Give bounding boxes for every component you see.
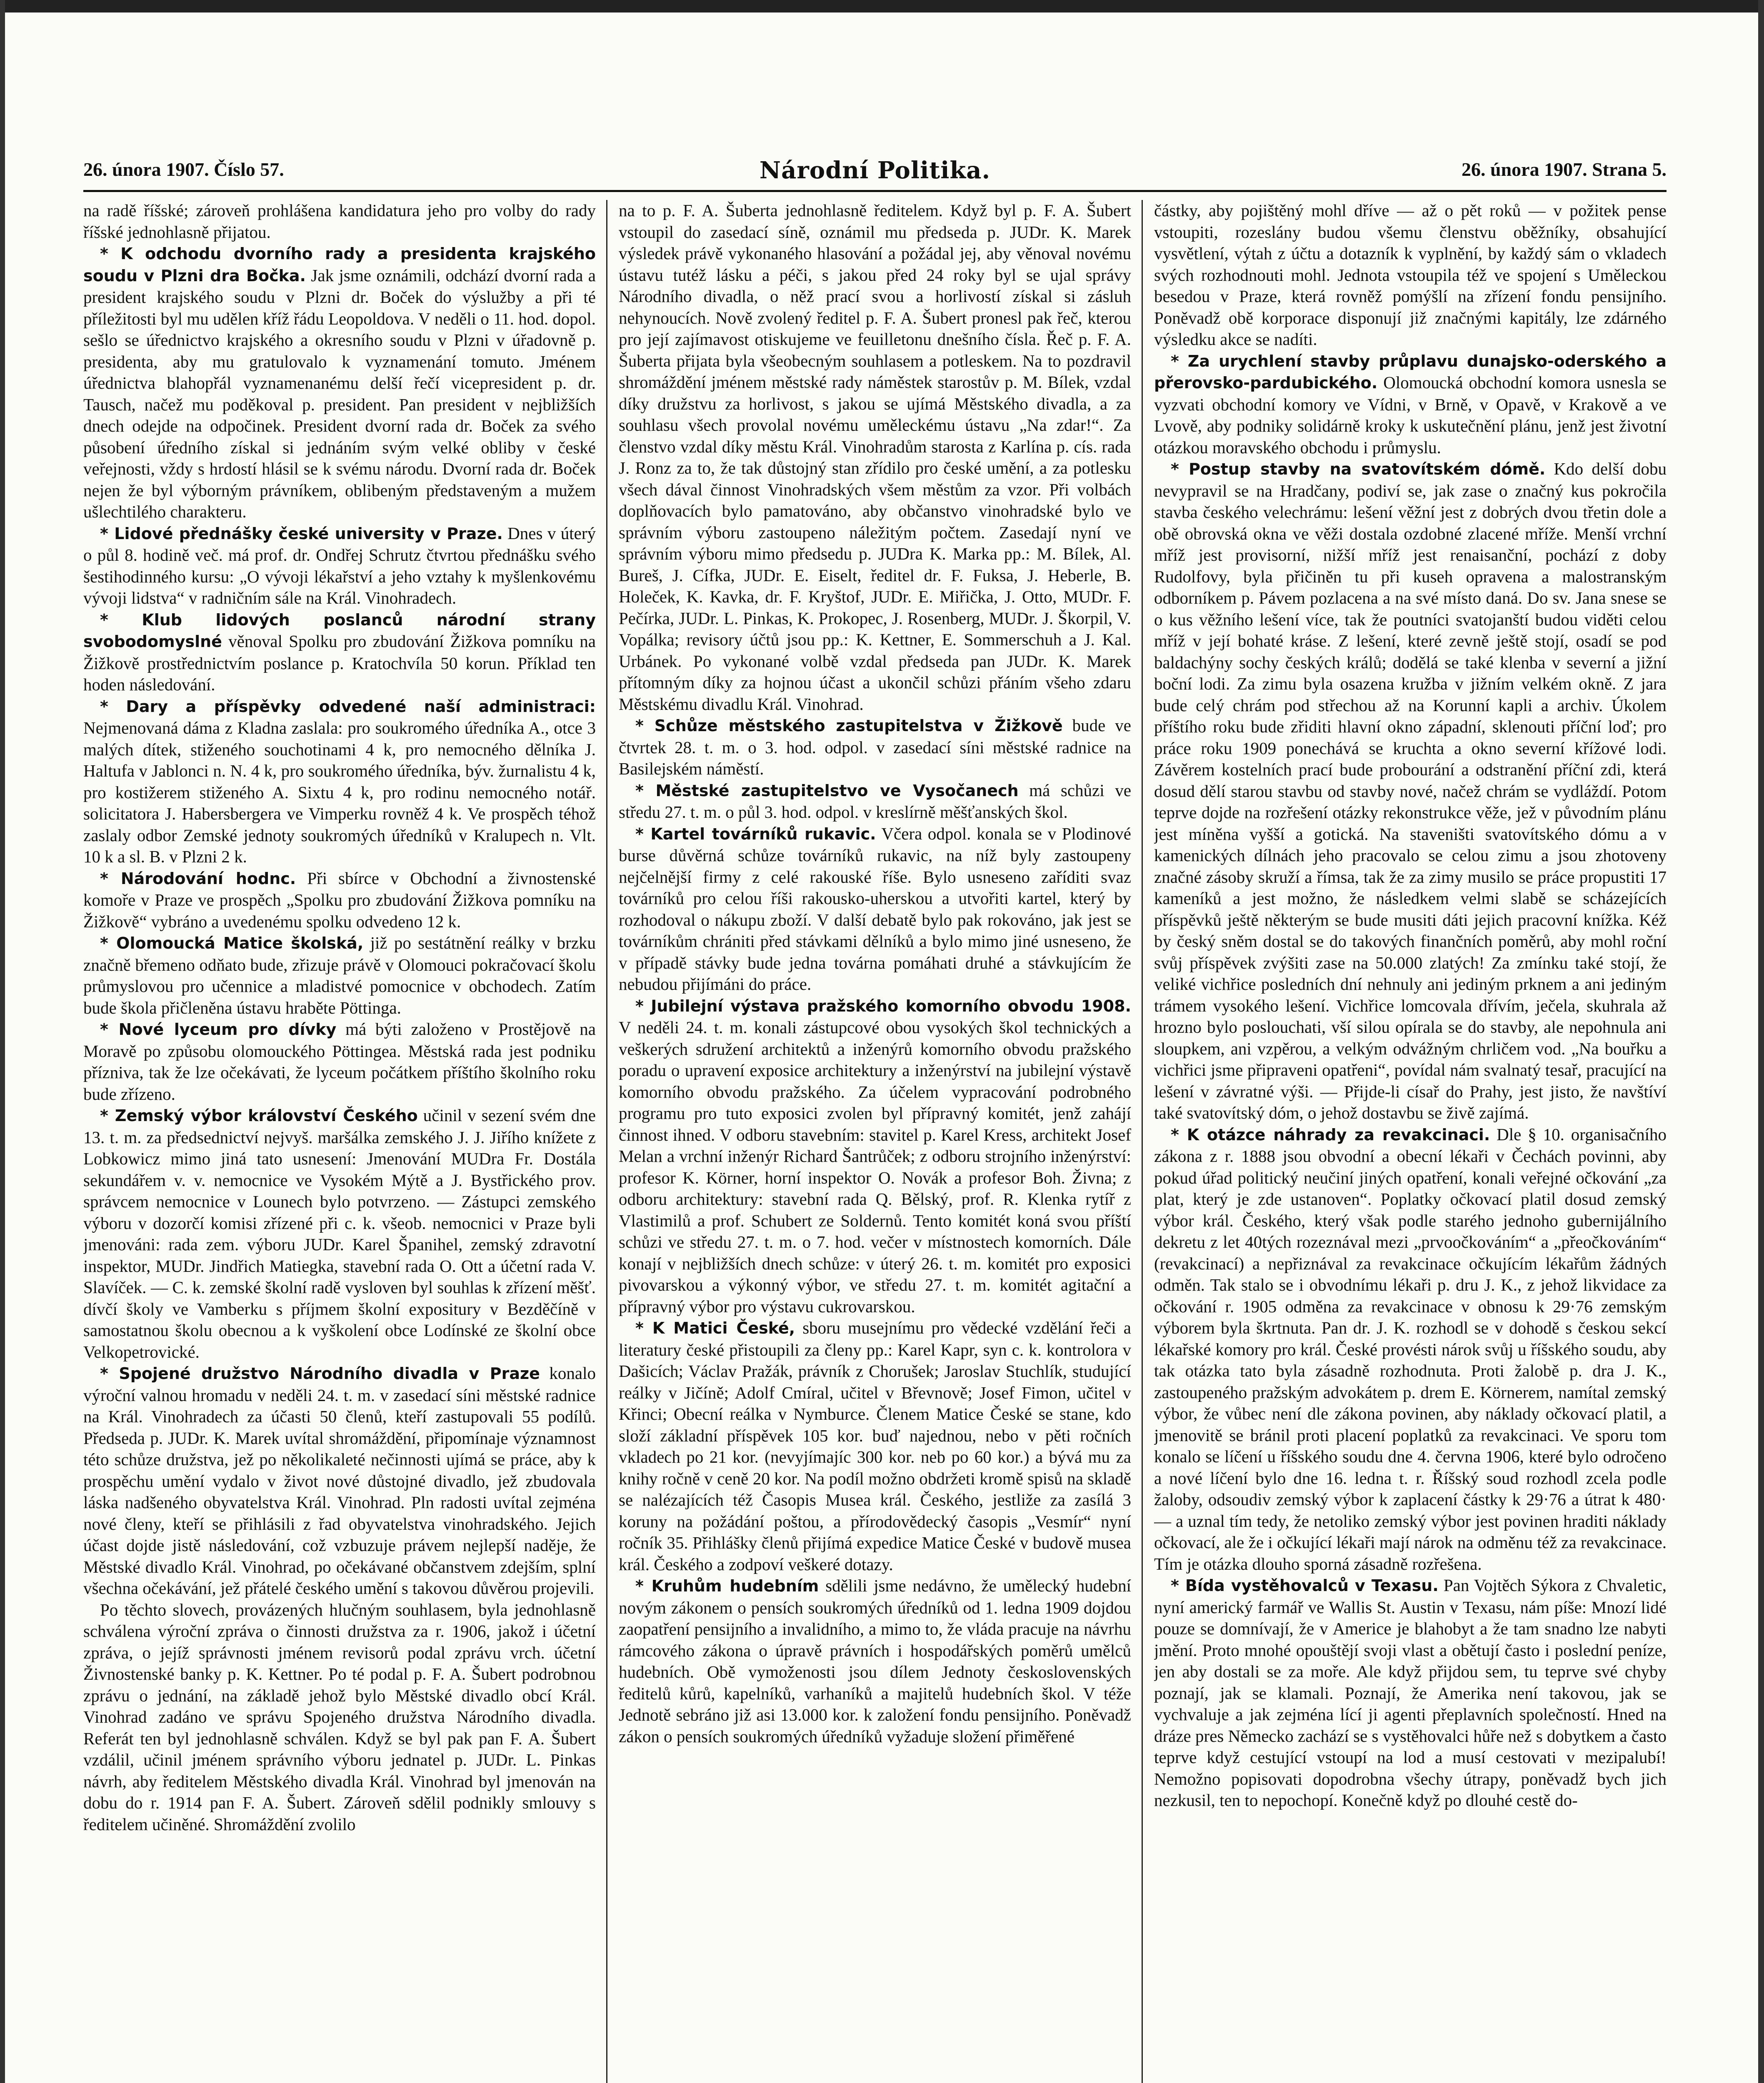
article-paragraph <box>619 1575 1131 1747</box>
article-heading: * Zemský výbor království Českého <box>100 1106 418 1125</box>
page-header <box>83 158 1667 187</box>
article-text: sboru musejnímu pro vědecké vzdělání řeči a literatury české přistoupili za členy pp.: Karel Kapr, syn c. k. kontrolora v Dašicích; Václav Pražák, právník z Chorušek; Jaroslav Stuchlík, studující reálky v Jičíně; Adolf Cmíral, učitel v Břevnově; Josef Fimon, učitel v Křinci; Obecní reálka v Nymburce. Členem Matice České se stane, kdo složí základní příspěvek 105 kor. buď najednou, nebo v pěti ročních vkladech po 21 kor. (nevyjímajíc 300 kor. neb po 60 kor.) a bývá mu za knihy ročně v ceně 20 kor. Na podíl možno obdržeti kromě spisů na skladě se nalézajících též Časopis Musea král. Českého, jestliže za zasílá 3 koruny na požádání poštou, a přírodovědecký časopis „Vesmír“ nyní ročník 35. Přihlášky členů přijímá expedice Matice České v budově musea král. Českého a zodpoví veškeré dotazy. <box>619 1318 1131 1574</box>
article-text: Po těchto slovech, provázených hlučným souhlasem, byla jednohlasně schválena výroční zpráva o činnosti družstva za r. 1906, jakož i účetní zpráva, o jejíž správnosti jménem revisorů podal zprávu vrch. účetní Živnostenské banky p. K. Kettner. Po té podal p. F. A. Šubert podrobnou zprávu o jednání, na základě jehož bylo Městské divadlo obcí Král. Vinohrad zadáno ve správu Spojeného družstva Národního divadla. Referát ten byl jednohlasně schválen. Když se byl pak pan F. A. Šubert vzdálil, učinil jménem správního výboru jednatel p. JUDr. L. Pinkas návrh, aby ředitelem Městského divadla Král. Vinohrad byl jmenován na dobu do r. 1914 pan F. A. Šubert. Zároveň sdělil podnikly smlouvy s ředitelem učiněné. Shromáždění zvolilo <box>83 1600 596 1834</box>
article-paragraph <box>83 1363 596 1599</box>
article-paragraph <box>83 932 596 1019</box>
article-heading: * Za urychlení stavby průplavu dunajsko-oderského a přerovsko-pardubického. <box>1154 352 1667 392</box>
article-text: věnoval Spolku pro zbudování Žižkova pomníku na Žižkově prostřednictvím poslance p. Kratochvíla 50 korun. Příklad ten hoden následování. <box>83 632 596 694</box>
article-paragraph <box>619 823 1131 995</box>
article-paragraph <box>83 1599 596 1836</box>
article-heading: * K odchodu dvorního rady a presidenta krajského soudu v Plzni dra Bočka. <box>83 245 596 285</box>
article-text: na to p. F. A. Šuberta jednohlasně ředitelem. Když byl p. F. A. Šubert vstoupil do zasedací síně, oznámil mu předseda p. JUDr. K. Marek výsledek právě vykonaného hlasování a požádal jej, aby věnoval novému ústavu tutéž lásku a péči, s jakou před 24 roky byl se ujal správy Národního divadla, o něž prací svou a horlivostí získal si zásluh nehynoucích. Nově zvolený ředitel p. F. A. Šubert pronesl pak řeč, kterou pro její zajímavost otiskujeme ve feuilletonu dnešního čísla. Řeč p. F. A. Šuberta přijata byla všeobecným souhlasem a potleskem. Na to pozdravil shromáždění jménem městské rady náměstek starostův p. M. Bílek, vzdal díky družstvu za horlivost, s jakou se ujímá Městského divadla, a za souhlasu všech provolal novému uměleckému ústavu „Na zdar!“. Za členstvo vzdal díky městu Král. Vinohradům starosta z Karlína p. cís. rada J. Ronz za to, že tak důstojný stan zřídilo pro české umění, a za potlesku všech dával činnost Vinohradských všem městům za vzor. Při volbách doplňovacích bylo pamatováno, aby občanstvo vinohradské bylo ve správním výboru zastoupeno náležitým počtem. Zasedají nyní ve správním výboru mimo předsedu p. JUDra K. Marka pp.: M. Bílek, Al. Bureš, J. Cífka, JUDr. E. Eiselt, ředitel dr. F. Fuksa, J. Heberle, B. Holeček, K. Kavka, dr. F. Kryštof, JUDr. E. Miřička, J. Otto, MUDr. F. Pečírka, JUDr. L. Pinkas, K. Prokopec, J. Rosenberg, MUDr. J. Škorpil, V. Vopálka; revisory účtů jsou pp.: K. Kettner, E. Sommerschuh a J. Kal. Urbánek. Po vykonané volbě vzdal předseda pan JUDr. K. Marek přítomným díky za hojnou účast a ukončil schůzi přáním všeho zdaru Městskému divadlu Král. Vinohrad. <box>619 201 1131 714</box>
article-text: sdělili jsme nedávno, že umělecký hudební novým zákonem o pensích soukromých úředníků od 1. ledna 1909 dojdou zaopatření pensijního a invalidního, a mimo to, že vláda pracuje na návrhu rámcového zákona o úpravě právních i hospodářských poměrů umělců hudebních. Obě vymoženosti jsou dílem Jednoty československých ředitelů kůrů, kapelníků, varhaníků a majitelů hudebních škol. V téže Jednotě sebráno již asi 13.000 kor. k založení fondu pensijního. Poněvadž zákon o pensích soukromých úředníků vyžaduje složení přiměřené <box>619 1576 1131 1746</box>
article-paragraph <box>83 696 596 868</box>
article-heading: * K Matici České, <box>635 1319 795 1337</box>
article-text: Jak jsme oznámili, odchází dvorní rada a president krajského soudu v Plzni dr. Boček do výslužby a při té příležitosti byl mu udělen kříž řádu Leopoldova. V neděli o 11. hod. dopol. sešlo se úřednictvo krajského a okresního soudu v Plzni v úřadovně p. presidenta, aby mu gratulovalo k vyznamenání tomuto. Jménem úřednictva blahopřál vyznamenanému delší řečí vicepresident p. dr. Tausch, načež mu poděkoval p. president. Pan president v nejbližších dnech odejde na odpočinek. President dvorní rada dr. Boček za svého působení úředního získal si jednáním svým velké obliby v české veřejnosti, vždy s hrdostí hlásil se k svému národu. Dvorní rada dr. Boček nejen že byl výborným právníkem, oblibeným představeným a mužem ušlechtilého charakteru. <box>83 265 596 521</box>
article-text: částky, aby pojištěný mohl dříve — až o pět roků — v požitek pense vstoupiti, rozeslány budou všemu členstvu oběžníky, obsahující vysvětlení, výtah z účtu a dotazník k vyplnění, by každý sám o vkladech svých rozhodnouti mohl. Jednota vstoupila též ve spojení s Uměleckou besedou v Praze, která rovněž pomýšlí na zřízení fondu pensijního. Poněvadž obě korporace disponují již značnými kapitály, lze zdárného výsledku akce se nadíti. <box>1154 201 1667 349</box>
article-paragraph <box>1154 458 1667 1124</box>
article-paragraph <box>83 243 596 523</box>
article-heading: * Spojené družstvo Národního divadla v Praze <box>100 1364 540 1383</box>
header-date-page: 26. února 1907. Strana 5. <box>1462 159 1667 180</box>
article-text: má schůzi ve středu 27. t. m. o půl 3. hod. odpol. v kreslírně měšťanských škol. <box>619 780 1131 822</box>
article-text: Včera odpol. konala se v Plodinové burse důvěrná schůze továrníků rukavic, na níž byly zastoupeny nejčelnější firmy z celé rakouské říše. Bylo usneseno zaříditi svaz továrníků pro celou říši rakousko-uherskou a utvořiti kartel, který by rozhodoval o nákupu zboží. V další debatě bylo pak rokováno, jak jest se továrníkům chrániti před stávkami dělníků a bylo mimo jiné usneseno, že v případě stávky bude jedna továrna pomáhati druhé a stávkujícím že nebudou přijímáni do práce. <box>619 824 1131 994</box>
article-paragraph <box>83 868 596 933</box>
article-paragraph <box>619 1317 1131 1575</box>
article-paragraph <box>1154 1124 1667 1575</box>
article-paragraph <box>83 1105 596 1363</box>
article-heading: * Olomoucká Matice školská, <box>100 934 364 952</box>
column-middle <box>619 200 1131 2083</box>
article-paragraph <box>1154 200 1667 350</box>
column-left <box>83 200 596 2083</box>
scan-border-left <box>0 0 5 2083</box>
article-text: na radě říšské; zároveň prohlášena kandidatura jeho pro volby do rady říšské jednohlasně přijatou. <box>83 201 596 242</box>
article-paragraph <box>619 995 1131 1318</box>
article-paragraph <box>619 715 1131 780</box>
article-heading: * Nové lyceum pro dívky <box>100 1020 337 1039</box>
article-paragraph <box>1154 1575 1667 1811</box>
article-paragraph <box>619 780 1131 823</box>
article-text: konalo výroční valnou hromadu v neděli 24. t. m. v zasedací síni městské radnice na Král. Vinohradech za účasti 50 členů, kteří zastupovali 55 podílů. Předseda p. JUDr. K. Marek uvítal shromáždění, připomínaje významnost této schůze družstva, jež po několikaleté nečinnosti ujímá se práce, aby k prospěchu umění vydalo v život nové důstojné divadlo, jež zbudovala láska nadšeného obyvatelstva Král. Vinohrad. Pln radosti uvítal zejména nové členy, kteří se přihlásili z řad obyvatelstva vinohradského. Jejich účast dojde jistě následování, což vzbuzuje právem nejlepší naděje, že Městské divadlo Král. Vinohrad, po očekávané občanstvem zdejším, splní všechna očekávání, jež přátelé českého umění s takovou důvěrou projevili. <box>83 1364 596 1598</box>
article-paragraph <box>83 609 596 696</box>
article-text: Kdo delší dobu nevypravil se na Hradčany, podiví se, jak zase o značný kus pokročila stavba českého velechrámu: lešení věžní jest z dobrých dvou třetin dole a obě obrovská okna ve věži dostala ozdobné zlacené mříže. Menší vrchní mříž jest provisorní, nižší mříž jest renaisanční, pochází z doby Rudolfovy, byla přičiněn tu při kuseh opravena a malostranským odborníkem p. Pávem pozlacena a na své místo daná. Do sv. Jana snese se o kus věžního lešení více, tak že poutníci svatojanští budou viděti celou mříž v její bohaté kráse. Z lešení, které zevně ještě stojí, osadí se pod baldachýny sochy českých králů; dodělá se také klenba v severní a jižní boční lodi. Za zimu byla osazena kružba v jižním velkém okně. Z jara bude celý chrám pod střechou až na Korunní kapli a archiv. Úkolem příštího roku bude zřiditi hlavní okno západní, sklenouti příční loď; pro práce roku 1909 ponechává se kruchta a okno severní křížové lodi. Závěrem kostelních prací bude probourání a odstranění příční zdi, která dosud dělí starou stavbu od stavby nové, načež chrám se vydláždí. Potom teprve dojde na rozřešení otázky rekonstrukce věže, jež v původním plánu jest míněna vyšší a gotická. Na staveništi svatovítského dómu a v kamenických dílnách jeho pracovalo se celou zimu a jsou zhotoveny značné zásoby skruží a římsa, tak že za zimy musilo se práce propustiti 17 kameníků a jest možno, že následkem velmi slabě se scházejících příspěvků ještě některým se bude musiti dáti jejich pracovní knížka. Kéž by český sněm dostal se do takových finančních poměrů, aby mohl roční svůj příspěvek zvýšiti zase na 50.000 zlatých! Za zmínku také stojí, že veliké vichřice posledních dní nehnuly ani jediným prknem a ani jediným trámem vysokého lešení. Vichřice lomcovala dřívím, ječela, skuhrala až hrozno bylo poslouchati, vší silou opírala se do stavby, ale nepohnula ani sloupkem, ani vzpěrou, a velkým odvážným chrličem vod. „Na bouřku a vichřici jsme připraveni opatřeni“, povídal nám svalnatý tesař, pracující na lešení v závratné výši. — Přijde-li císař do Prahy, jest jisto, že navštíví také svatovítský dóm, o jehož dostavbu se živě zajímá. <box>1154 459 1667 1122</box>
newspaper-page <box>83 150 1667 2083</box>
column-right <box>1154 200 1667 2083</box>
article-heading: * Kartel továrníků rukavic. <box>635 824 876 843</box>
article-heading: * Kruhům hudebním <box>635 1577 819 1595</box>
article-paragraph <box>83 523 596 609</box>
article-heading: * Městské zastupitelstvo ve Vysočanech <box>635 781 1019 800</box>
article-text: učinil v sezení svém dne 13. t. m. za předsednictví nejvyš. maršálka zemského J. J. Jiřího knížete z Lobkowicz mimo jiná tato usnesení: Jmenování MUDra Fr. Dostála sekundářem v. v. nemocnice ve Vysokém Mýtě a J. Bystřického prov. správcem nemocnice v Lounech bylo potvrzeno. — Zástupci zemského výboru v dozorčí komisi zřízené při c. k. všeob. nemocnici v Praze byli jmenováni: rada zem. výboru JUDr. Karel Španihel, zemský zdravotní inspektor, MUDr. Jindřich Matiegka, stavební rada O. Ott a účetní rada V. Slavíček. — C. k. zemské školní radě vysloven byl souhlas k zřízení měšť. dívčí školy ve Vamberku s příjmem školní expositury v Bezděčíně v samostatnou školu obecnou a k vyškolení obce Lodínské ze školní obce Velkopetrovické. <box>83 1106 596 1361</box>
article-text: Nejmenovaná dáma z Kladna zaslala: pro soukromého úředníka A., otce 3 malých dítek, stiženého souchotinami 4 k, pro nemocného dělníka J. Haltufa v Jablonci n. N. 4 k, pro soukromého úředníka, býv. žurnalistu 4 k, pro kostižerem stiženého A. Sixtu 4 k, pro rodinu nemocného notář. solicitatora J. Habersbergera ve Vimperku rovněž 4 k. Ve prospěch téhož zaslaly odbor Zemské jednoty soukromých úředníků v Kralupech n. Vlt. 10 k a sl. B. v Plzni 2 k. <box>83 718 596 866</box>
column-divider <box>1142 200 1143 2083</box>
column-divider <box>606 200 607 2083</box>
article-heading: * Lidové přednášky české university v Praze. <box>100 524 503 543</box>
article-text: má býti založeno v Prostějově na Moravě po způsobu olomouckého Pöttingea. Městská rada jest podniku přízniva, tak že lze očekávati, že lyceum počátkem příštího školního roku bude zřízeno. <box>83 1019 596 1104</box>
header-date-issue: 26. února 1907. Číslo 57. <box>83 159 284 180</box>
article-text: Při sbírce v Obchodní a živnostenské komoře v Praze ve prospěch „Spolku pro zbudování Žižkova pomníku na Žižkově“ vybráno a uvedenému spolku odvedeno 12 k. <box>83 868 596 931</box>
article-text: Dle § 10. organisačního zákona z r. 1888 jsou obvodní a obecní lékaři v Čechách povinni, aby pokud úřad politický neučiní jiných opatření, konali veřejné očkování „za plat, který je zde ustanoven“. Poplatky očkovací platil dosud zemský výbor král. Českého, který však podle starého jednoho gubernijálního dekretu z let 40tých rozeznával mezi „prvoočkováním“ a „přeočkováním“ (revakcinací) a nepřiznával za revakcinace očkujícím lékařům žádných odměn. Tak stalo se i obvodnímu lékaři p. dru J. K., z jehož likvidace za očkování r. 1905 odměna za revakcinace v obnosu k 29·76 zemským výborem byla škrtnuta. Pan dr. J. K. rozhodl se v dohodě s českou sekcí lékařské komory pro král. České provésti nárok svůj u říšského soudu, aby tak otázka tato byla zásadně rozhodnuta. Proti žalobě p. dra J. K., zastoupeného pražským advokátem p. drem E. Körnerem, namítal zemský výbor, že vůbec není dle zákona povinen, aby náklady očkovací platil, a jmenovitě se bránil proti placení poplatků za revakcinaci. Ve sporu tom konalo se líčení u říšského soudu dne 4. června 1906, které bylo odročeno a nové líčení bylo dne 16. ledna t. r. Říšský soud rozhodl zcela podle žaloby, odsoudiv zemský výbor k zaplacení částky k 29·76 a útrat k 480·— a uznal tím tedy, že netoliko zemský výbor jest povinen hraditi náklady očkovací, ale že i očkující lékaři mají nárok na odměnu též za revakcinace. Tím je otázka dlouho sporná zásadně rozřešena. <box>1154 1124 1667 1573</box>
article-text: Dnes v úterý o půl 8. hodině več. má prof. dr. Ondřej Schrutz čtvrtou přednášku svého šestihodinného kursu: „O vývoji lékařství a jeho vztahy k myšlenkovému vývoji lidstva“ v radničním sále na Král. Vinohradech. <box>83 523 596 607</box>
article-paragraph <box>619 200 1131 715</box>
newspaper-title: Národní Politika. <box>759 157 991 184</box>
article-text: již po sestátnění reálky v brzku značně břemeno odňato bude, zřizuje právě v Olomouci pokračovací školu průmyslovou pro učennice a mladistvé pomocnice v obchodech. Zatím bude škola přičleněna ústavu hraběte Pöttinga. <box>83 933 596 1017</box>
scan-border-top <box>0 0 1764 12</box>
article-heading: * Jubilejní výstava pražského komorního obvodu 1908. <box>635 997 1131 1015</box>
article-heading: * Bída vystěhovalců v Texasu. <box>1171 1576 1439 1595</box>
article-heading: * Schůze městského zastupitelstva v Žižkově <box>635 717 1063 735</box>
article-heading: * Dary a příspěvky odvedené naší administraci: <box>100 697 596 716</box>
header-rule <box>83 190 1667 192</box>
article-heading: * Národování hodnc. <box>100 869 296 888</box>
scan-border-right <box>1758 0 1764 2083</box>
article-paragraph <box>1154 350 1667 459</box>
article-text: V neděli 24. t. m. konali zástupcové obou vysokých škol technických a veškerých sdružení architektů a inženýrů komorního obvodu pražského poradu o upravení exposice architektury a inženýrství na jubilejní výstavě komorního obvodu pražského. Za účelem vypracování podrobného programu pro tuto exposici zvolen byl přípravný komitét, jenž zahájí činnost ihned. V odboru stavebním: stavitel p. Karel Kress, architekt Josef Melan a vrchní inženýr Richard Šantrůček; z odboru strojního inženýrství: profesor K. Körner, horní inspektor O. Novák a profesor Boh. Živna; z odboru architektury: stavební rada Q. Bělský, prof. R. Klenka rytíř z Vlastimilů a prof. Schubert ze Soldernů. Tento komitét koná svou příští schůzi ve středu 27. t. m. o 7. hod. večer v místnostech komorních. Dále konají v nejbližších dnech schůze: v úterý 26. t. m. komitét pro exposici pivovarskou a výkonný výbor, ve středu 27. t. m. komitét agitační a přípravný výbor pro výstavu cukrovarskou. <box>619 1018 1131 1316</box>
article-text: Pan Vojtěch Sýkora z Chvaletic, nyní americký farmář ve Wallis St. Austin v Texasu, nám píše: Mnozí lidé pouze se domnívají, že v Americe je blahobyt a že tam snadno lze nabyti jmění. Proto mnohé opouštějí svoji vlast a obětují často i poslední peníze, jen aby dostali se za moře. Ale když přijdou sem, tu teprve své chyby poznají, jak se klamali. Poznají, že Amerika není takovou, jak se vychvaluje a jak zejména lící ji agenti přeplavních společností. Hned na dráze pres Německo zachází se s vystěhovalci hůře než s dobytkem a často teprve když cestující vstoupí na lod a musí cestovati v mezipalubí! Nemožno popisovati dopodrobna všechy útrapy, poněvadž bych jich nezkusil, ten to nepochopí. Konečně když po dlouhé cestě do- <box>1154 1576 1667 1810</box>
article-heading: * Postup stavby na svatovítském dómě. <box>1171 460 1546 478</box>
article-paragraph <box>83 1019 596 1105</box>
article-text: bude ve čtvrtek 28. t. m. o 3. hod. odpol. v zasedací síni městské radnice na Basilejském náměstí. <box>619 716 1131 778</box>
article-heading: * K otázce náhrady za revakcinaci. <box>1171 1125 1490 1144</box>
article-heading: * Klub lidových poslanců národní strany svobodomyslné <box>83 610 596 651</box>
article-paragraph <box>83 200 596 243</box>
article-text: Olomoucká obchodní komora usnesla se vyzvati obchodní komory ve Vídni, v Brně, v Opavě, v Krakově a ve Lvově, aby podniky solidárně kroky k uskutečnění plánu, jenž jest životní otázkou moravského obchodu i průmyslu. <box>1154 373 1667 457</box>
